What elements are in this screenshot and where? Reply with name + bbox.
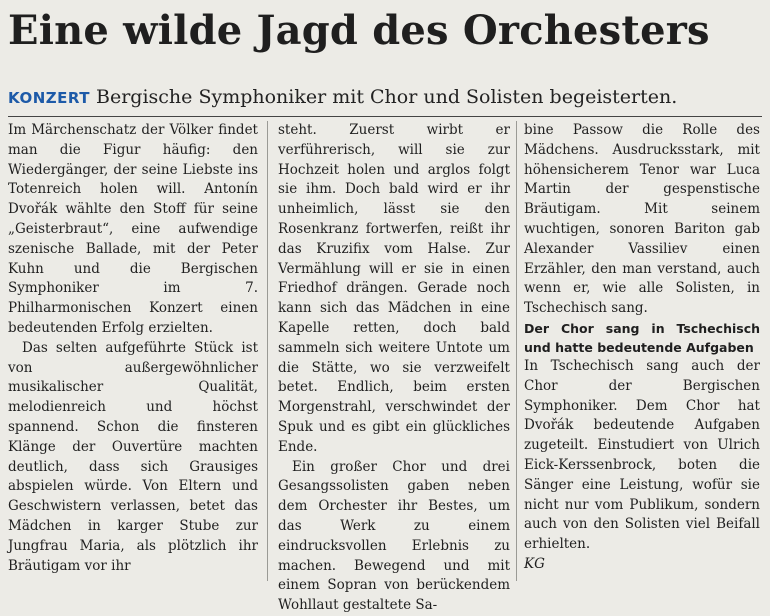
- paragraph: bine Passow die Rolle des Mädchens. Ausdrucksstark, mit höhensicherem Tenor war Luca Martin der gespenstische Bräutigam. Mit seinem wuchtigen, sonoren Bariton gab Alexander Vassiliev einen Erzähler, den man verstand, auch wenn er, wie alle Solisten, in Tschechisch sang.: [524, 122, 760, 317]
- paragraph: steht. Zuerst wirbt er verführerisch, will sie zur Hochzeit holen und arglos folgt sie ihm. Doch bald wird er ihr unheimlich, lässt sie den Rosenkranz fortwerfen, reißt ihr das Kruzifix vom Halse. Zur Vermählung will er sie in einen Friedhof drängen. Gerade noch kann sich das Mädchen in eine Kapelle retten, doch bald sammeln sich weitere Untote um die Stätte, wo sie verzweifelt betet. Endlich, beim ersten Morgenstrahl, verschwindet der Spuk und es gibt ein glückliches Ende.: [278, 122, 510, 455]
- subheadline: Bergische Symphoniker mit Chor und Solisten begeisterten.: [96, 86, 678, 108]
- column-2: [278, 121, 510, 616]
- paragraph: In Tschechisch sang auch der Chor der Bergischen Symphoniker. Dem Chor hat Dvořák bedeutende Aufgaben zugeteilt. Einstudiert von Ulrich Eick-Kerssenbrock, boten die Sänger eine Leistung, wofür sie nicht nur vom Publikum, sondern auch von den Solisten viel Beifall erhielten.: [524, 357, 760, 553]
- paragraph: Das selten aufgeführte Stück ist von außergewöhnlicher musikalischer Qualität, melodienreich und höchst spannend. Schon die finsteren Klänge der Ouvertüre machten deutlich, dass sich Grausiges abspielen würde. Von Eltern und Geschwistern verlassen, betet das Mädchen in karger Stube zur Jungfrau Maria, als plötzlich ihr Bräutigam vor ihr: [8, 339, 258, 574]
- paragraph: Ein großer Chor und drei Gesangssolisten gaben neben dem Orchester ihr Bestes, um das Werk zu einem eindrucksvollen Erlebnis zu machen. Bewegend und mit einem Sopran von berückendem Wohllaut gestaltete Sa-: [278, 458, 510, 614]
- header-rule: [8, 116, 762, 117]
- intertitle: Der Chor sang in Tschechisch und hatte bedeutende Aufgaben: [524, 320, 760, 355]
- subheadline-row: [8, 84, 677, 111]
- paragraph: Im Märchenschatz der Völker findet man die Figur häufig: den Wiedergänger, der seine Liebste ins Totenreich holen will. Antonín Dvořák wählte den Stoff für seine „Geisterbraut“, eine aufwendige szenische Ballade, mit der Peter Kuhn und die Bergischen Symphoniker im 7. Philharmonischen Konzert einen bedeutenden Erfolg erzielten.: [8, 122, 258, 336]
- column-divider: [516, 121, 517, 581]
- column-divider: [267, 121, 268, 581]
- headline: Eine wilde Jagd des Orchesters: [8, 7, 710, 54]
- author-initials: KG: [524, 555, 545, 572]
- section-kicker: KONZERT: [8, 89, 90, 107]
- column-3: [524, 121, 760, 574]
- column-1: [8, 121, 258, 576]
